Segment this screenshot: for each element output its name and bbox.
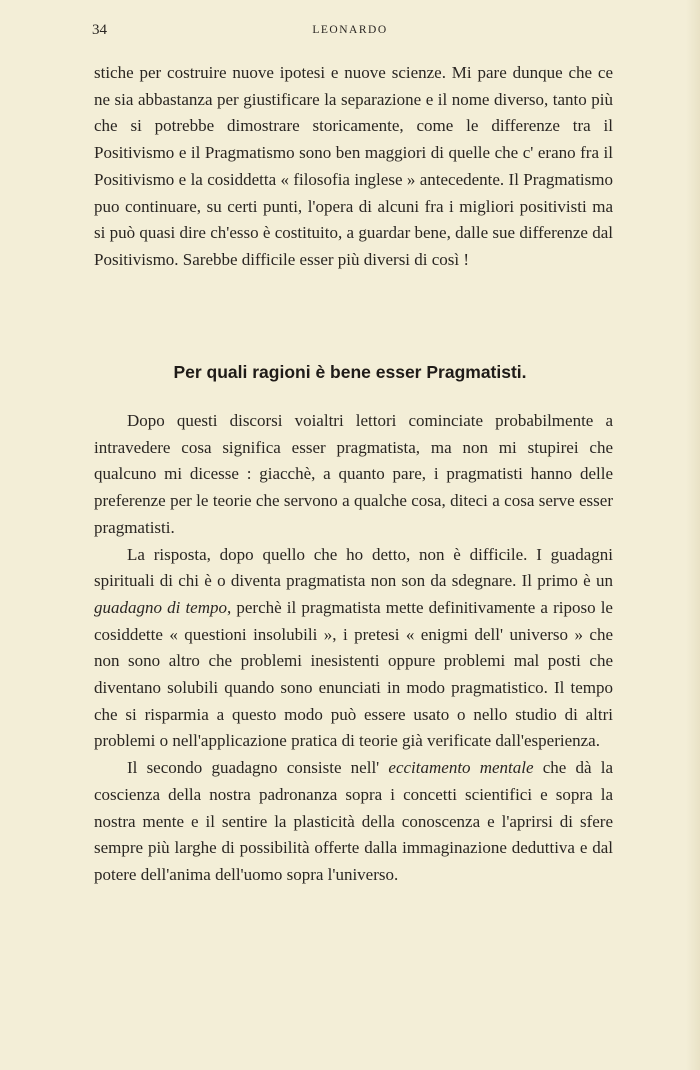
paragraph-continuation: stiche per costruire nuove ipotesi e nuove scienze. Mi pare dunque che ce ne sia abbastanza per giustificare la separazione e il nome diverso, tanto più che si potrebbe dimostrare storicamente, come le differenze tra il Positivismo e il Pragmatismo sono ben maggiori di quelle che c' erano fra il Positivismo e la cosiddetta « filosofia inglese » antecedente. Il Pragmatismo puo continuare, su certi punti, l'opera di alcuni fra i migliori positivisti ma si può quasi dire ch'esso è costituito, a guardar bene, dalle sue differenze dal Positivismo. Sarebbe difficile esser più diversi di così ! [94, 63, 613, 269]
page-number: 34 [92, 22, 107, 38]
paragraph: Dopo questi discorsi voialtri lettori cominciate probabilmente a intravedere cosa significa esser pragmatista, ma non mi stupirei che qualcuno mi dicesse : giacchè, a quanto pare, i pragmatisti hanno delle preferenze per le teorie che servono a qualche cosa, diteci a cosa serve esser pragmatisti. [94, 411, 613, 537]
paragraph [94, 542, 613, 756]
paragraph-text: Il secondo guadagno consiste nell' [127, 758, 389, 778]
section-heading: Per quali ragioni è bene esser Pragmatisti. [173, 362, 527, 382]
paragraph-text: che dà la coscienza della nostra padronanza sopra i concetti scientifici e sopra la nostra mente e il sentire la plasticità della conoscenza e l'aprirsi di sfere sempre più larghe di possibilità offerte dalla immaginazione deduttiva e dal potere dell'anima dell'uomo sopra l'universo. [94, 758, 613, 884]
emphasis-text: eccitamento mentale [388, 758, 534, 778]
paragraph-text: La risposta, dopo quello che ho detto, non è difficile. I guadagni spirituali di chi è o diventa pragmatista non son da sdegnare. Il primo è un [94, 544, 613, 591]
page-header [0, 22, 700, 42]
body-text-top [94, 60, 613, 274]
page-edge-shadow [686, 0, 700, 1070]
emphasis-text: guadagno di tempo [94, 597, 227, 617]
running-title: LEONARDO [312, 24, 388, 36]
body-text-bottom [94, 408, 613, 889]
paragraph [94, 755, 613, 889]
paragraph-text: , perchè il pragmatista mette definitivamente a riposo le cosiddette « questioni insolubili », i pretesi « enigmi dell' universo » che non sono altro che problemi inesistenti oppure problemi mal posti che diventano solubili quando sono enunciati in modo pragmatistico. Il tempo che si risparmia a questo modo può essere usato o nello studio di altri problemi o nell'applicazione pratica di teorie già verificate dall'esperienza. [94, 597, 613, 751]
